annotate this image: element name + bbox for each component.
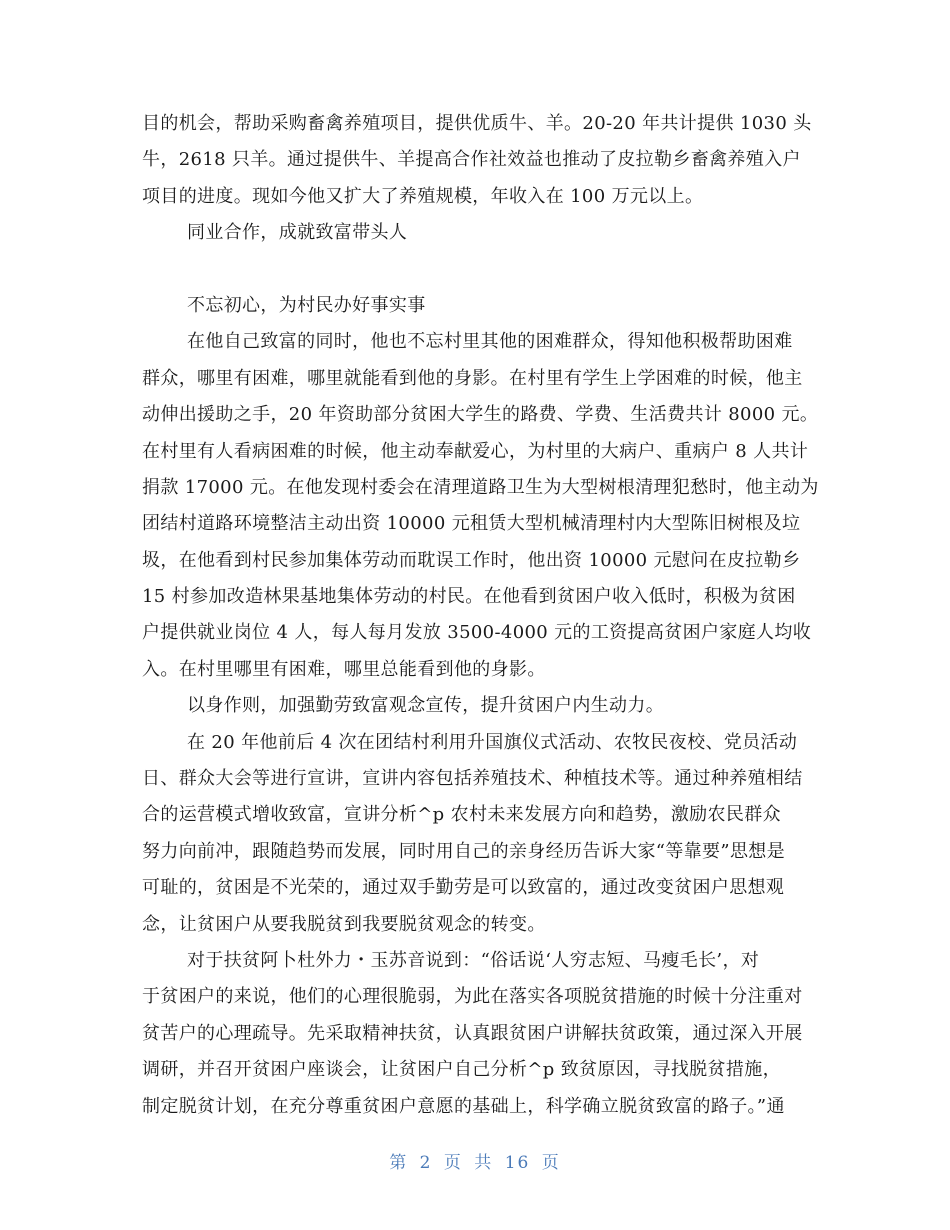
blank-line: [142, 252, 812, 288]
text-line: 动伸出援助之手，20 年资助部分贫困大学生的路费、学费、生活费共计 8000 元。: [142, 404, 819, 426]
text-line: 圾，在他看到村民参加集体劳动而耽误工作时，他出资 10000 元慰问在皮拉勒乡: [142, 549, 801, 571]
text-line: 合的运营模式增收致富，宣讲分析^p 农村未来发展方向和趋势，激励农民群众: [142, 804, 781, 826]
text-line: 调研，并召开贫困户座谈会，让贫困户自己分析^p 致贫原因，寻找脱贫措施，: [142, 1059, 781, 1081]
text-line: 户提供就业岗位 4 人，每人每月发放 3500-4000 元的工资提高贫困户家庭人均收: [142, 622, 812, 644]
text-line: 在村里有人看病困难的时候，他主动奉献爱心，为村里的大病户、重病户 8 人共计: [142, 440, 809, 462]
text-line: 捐款 17000 元。在他发现村委会在清理道路卫生为大型树根清理犯愁时，他主动为: [142, 476, 819, 498]
text-line: 牛，2618 只羊。通过提供牛、羊提高合作社效益也推动了皮拉勒乡畜禽养殖入户: [142, 149, 801, 171]
text-line: 贫苦户的心理疏导。先采取精神扶贫，认真跟贫困户讲解扶贫政策，通过深入开展: [142, 1022, 803, 1044]
text-line: 于贫困户的来说，他们的心理很脆弱，为此在落实各项脱贫措施的时候十分注重对: [142, 986, 803, 1008]
text-line: 可耻的，贫困是不光荣的，通过双手勤劳是可以致富的，通过改变贫困户思想观: [142, 877, 785, 899]
text-line: 在他自己致富的同时，他也不忘村里其他的困难群众，得知他积极帮助困难: [187, 331, 793, 353]
text-line: 日、群众大会等进行宣讲，宣讲内容包括养殖技术、种植技术等。通过种养殖相结: [142, 768, 803, 790]
text-line: 对于扶贫阿卜杜外力・玉苏音说到：“俗话说‘人穷志短、马瘦毛长’，对: [187, 949, 760, 971]
document-body: [142, 106, 819, 1125]
text-line: 项目的进度。现如今他又扩大了养殖规模，年收入在 100 万元以上。: [142, 185, 704, 207]
text-line: 制定脱贫计划，在充分尊重贫困户意愿的基础上，科学确立脱贫致富的路子。”通: [142, 1095, 785, 1117]
footer-page-word: 页: [443, 1153, 463, 1173]
text-line: 念，让贫困户从要我脱贫到我要脱贫观念的转变。: [142, 913, 546, 935]
text-line: 入。在村里哪里有困难，哪里总能看到他的身影。: [142, 658, 546, 680]
text-line: 群众，哪里有困难，哪里就能看到他的身影。在村里有学生上学困难的时候，他主: [142, 367, 803, 389]
text-line: 不忘初心，为村民办好事实事: [187, 294, 426, 316]
footer-total-pages: 16: [504, 1153, 531, 1173]
footer-total-word: 共: [474, 1153, 494, 1173]
text-line: 同业合作，成就致富带头人: [187, 222, 408, 244]
text-line: 在 20 年他前后 4 次在团结村利用升国旗仪式活动、农牧民夜校、党员活动: [187, 731, 798, 753]
page-footer: [0, 1148, 950, 1173]
text-line: 15 村参加改造林果基地集体劳动的村民。在他看到贫困户收入低时，积极为贫困: [142, 586, 796, 608]
footer-prefix: 第: [389, 1153, 409, 1173]
footer-suffix: 页: [541, 1153, 561, 1173]
text-line: 目的机会，帮助采购畜禽养殖项目，提供优质牛、羊。20-20 年共计提供 1030 头: [142, 113, 812, 134]
text-line: 以身作则，加强勤劳致富观念宣传，提升贫困户内生动力。: [187, 695, 665, 717]
text-line: 努力向前冲，跟随趋势而发展，同时用自己的亲身经历告诉大家“等靠要”思想是: [142, 840, 786, 862]
footer-current-page: 2: [419, 1153, 433, 1173]
text-line: 团结村道路环境整洁主动出资 10000 元租赁大型机械清理村内大型陈旧树根及垃: [142, 513, 801, 535]
